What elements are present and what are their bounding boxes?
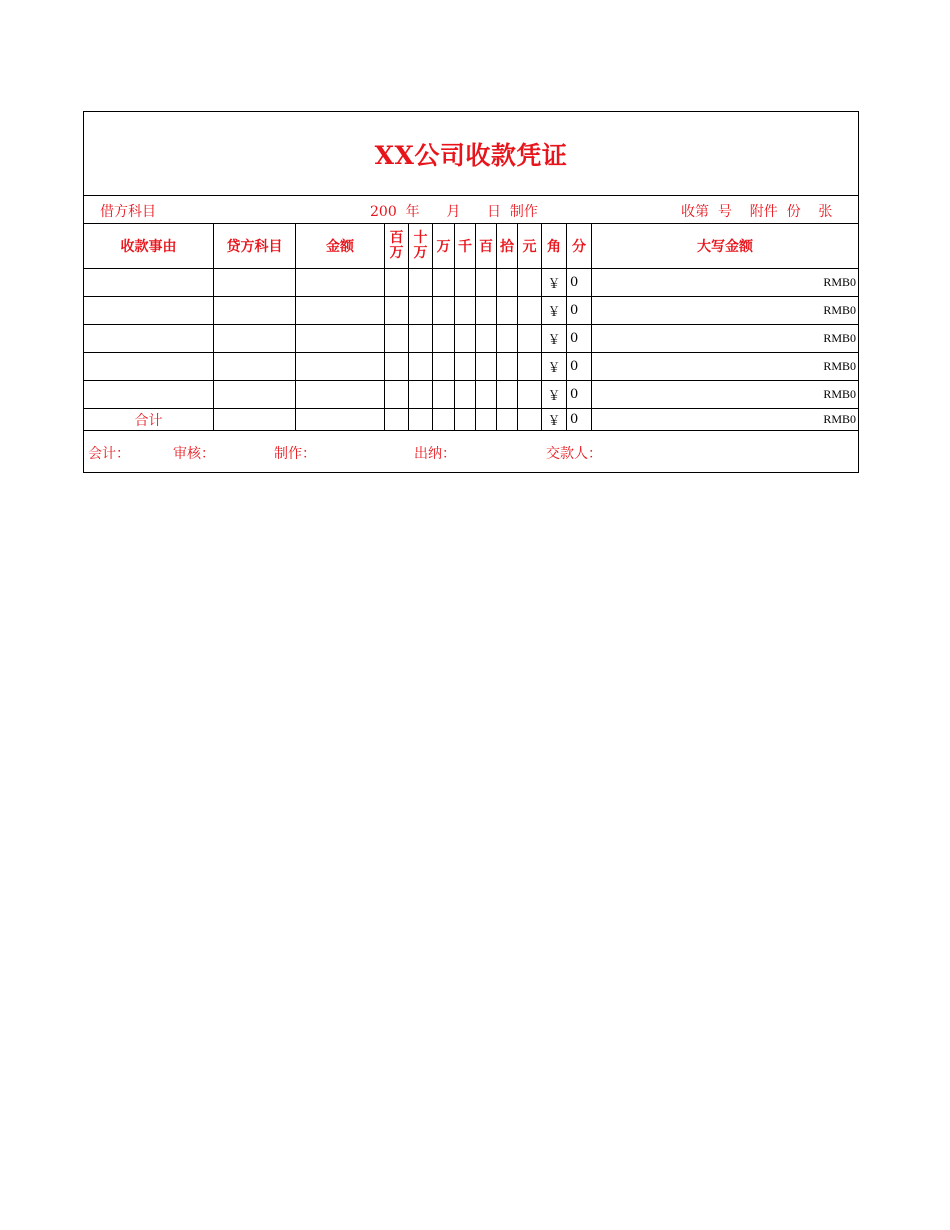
header-wan: 万 — [436, 239, 451, 255]
header-shi: 拾 — [500, 239, 514, 255]
zero-value: 0 — [570, 303, 579, 318]
header-credit-account: 贷方科目 — [226, 239, 283, 255]
divider — [84, 430, 858, 431]
header-yuan: 元 — [522, 239, 537, 255]
accountant-label: 会计： — [88, 446, 130, 462]
yen-symbol: ￥ — [547, 305, 561, 320]
yen-symbol: ￥ — [547, 389, 561, 404]
header-shiwan — [409, 224, 432, 268]
receipt-voucher — [83, 111, 859, 473]
zero-value: 0 — [570, 412, 579, 427]
receipt-number-text: 收第 号 附件 份 张 — [681, 204, 833, 220]
voucher-title: XX公司收款凭证 — [374, 141, 568, 170]
header-shiwan-top: 十 — [413, 230, 428, 246]
zero-value: 0 — [570, 387, 579, 402]
zero-value: 0 — [570, 275, 579, 290]
yen-symbol: ￥ — [547, 414, 561, 429]
capital-amount-value: RMB0 — [823, 387, 856, 401]
cashier-label: 出纳： — [414, 446, 456, 462]
capital-amount-value: RMB0 — [823, 412, 856, 426]
header-baiwan-top: 百 — [389, 230, 404, 246]
debit-account-label: 借方科目 — [100, 204, 156, 220]
capital-amount-value: RMB0 — [823, 275, 856, 289]
header-shiwan-bottom: 万 — [413, 245, 428, 261]
header-amount: 金额 — [326, 239, 354, 255]
zero-value: 0 — [570, 359, 579, 374]
header-baiwan-bottom: 万 — [389, 245, 404, 261]
auditor-label: 审核： — [173, 446, 215, 462]
zero-value: 0 — [570, 331, 579, 346]
payer-label: 交款人： — [546, 446, 602, 462]
header-qian: 千 — [458, 239, 472, 255]
capital-amount-value: RMB0 — [823, 331, 856, 345]
header-reason: 收款事由 — [120, 239, 177, 255]
total-label: 合计 — [134, 412, 163, 429]
capital-amount-value: RMB0 — [823, 303, 856, 317]
header-capital-amount: 大写金额 — [697, 239, 753, 255]
header-baiwan — [385, 224, 408, 268]
capital-amount-value: RMB0 — [823, 359, 856, 373]
header-jiao: 角 — [547, 239, 561, 255]
header-fen: 分 — [572, 239, 586, 255]
header-bai: 百 — [479, 239, 493, 255]
yen-symbol: ￥ — [547, 361, 561, 376]
maker-label: 制作： — [274, 446, 316, 462]
date-text: 200 年 月 日 制作 — [370, 204, 538, 220]
yen-symbol: ￥ — [547, 277, 561, 292]
divider — [84, 195, 858, 196]
yen-symbol: ￥ — [547, 333, 561, 348]
